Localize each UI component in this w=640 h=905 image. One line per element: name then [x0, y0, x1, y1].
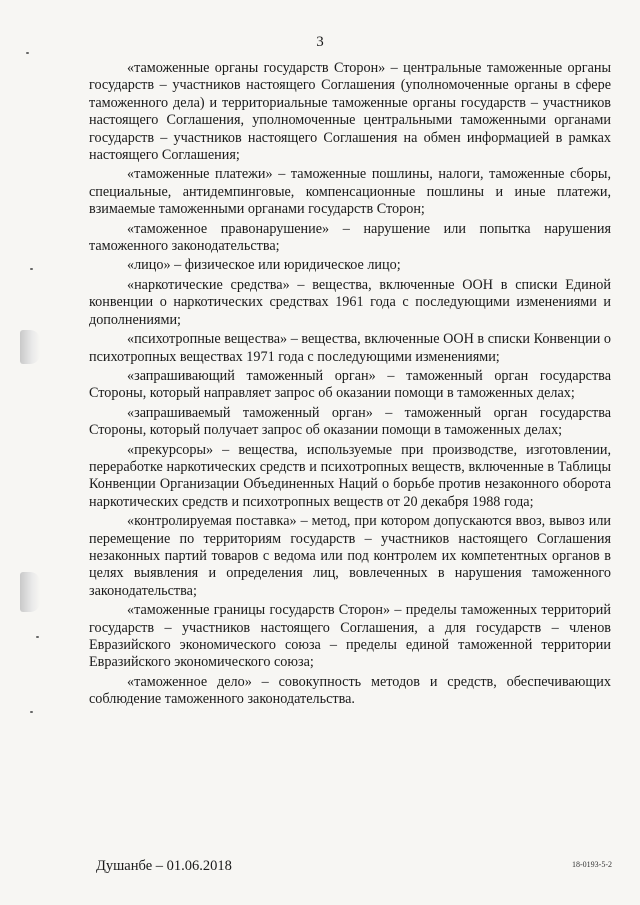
page-number: 3	[316, 34, 324, 50]
paragraph: «лицо» – физическое или юридическое лицо;	[127, 257, 401, 274]
paragraph: «контролируемая поставка» – метод, при котором допускаются ввоз, вывоз или перемещение по территориям государств – участников настоящего Соглашения незаконных партий товаров с ведома или под контролем их компетентных органов в целях выявления и определения лиц, вовлеченных в нарушения таможенного законодательства;	[89, 513, 611, 599]
definitions-text	[89, 60, 611, 711]
paragraph: «запрашиваемый таможенный орган» – таможенный орган государства Стороны, который получает запрос об оказании помощи в таможенных делах;	[89, 404, 611, 439]
paragraph: «прекурсоры» – вещества, используемые при производстве, изготовлении, переработке наркотических средств и психотропных веществ, включенные в Таблицы Конвенции Организации Объединенных Наций о борьбе против незаконного оборота наркотических средств и психотропных веществ от 20 декабря 1988 года;	[89, 441, 611, 510]
binding-hole-mark	[20, 330, 40, 364]
paragraph: «таможенные платежи» – таможенные пошлины, налоги, таможенные сборы, специальные, антидемпинговые, компенсационные пошлины и иные платежи, взимаемые таможенными органами государств Сторон;	[89, 166, 611, 218]
paragraph: «таможенное правонарушение» – нарушение или попытка нарушения таможенного законодательства;	[89, 220, 611, 255]
scan-speck	[30, 711, 33, 713]
paragraph: «запрашивающий таможенный орган» – таможенный орган государства Стороны, который направляет запрос об оказании помощи в таможенных делах;	[89, 367, 611, 402]
paragraph: «наркотические средства» – вещества, включенные ООН в списки Единой конвенции о наркотических средствах 1961 года с последующими изменениями и дополнениями;	[89, 276, 611, 328]
scan-speck	[30, 268, 33, 270]
footer-place-date: Душанбе – 01.06.2018	[96, 858, 232, 874]
paragraph: «психотропные вещества» – вещества, включенные ООН в списки Конвенции о психотропных веществах 1971 года с последующими изменениями;	[89, 331, 611, 365]
paragraph: «таможенные органы государств Сторон» – центральные таможенные органы государств – участников настоящего Соглашения (уполномоченные органы в сфере таможенного дела) и территориальные таможенные органы государств – участников настоящего Соглашения, уполномоченные центральными таможенными органами государств – участников настоящего Соглашения на обмен информацией в рамках настоящего Соглашения;	[89, 60, 611, 164]
scan-speck	[36, 636, 39, 638]
binding-hole-mark	[20, 572, 40, 612]
paragraph: «таможенные границы государств Сторон» – пределы таможенных территорий государств – участников настоящего Соглашения, а для государств – членов Евразийского экономического союза – пределы единой таможенной территории Евразийского экономического союза;	[89, 602, 611, 671]
footer-doc-code: 18-0193-5-2	[572, 860, 612, 869]
paragraph: «таможенное дело» – совокупность методов и средств, обеспечивающих соблюдение таможенного законодательства.	[89, 673, 611, 708]
scan-speck	[26, 52, 29, 54]
